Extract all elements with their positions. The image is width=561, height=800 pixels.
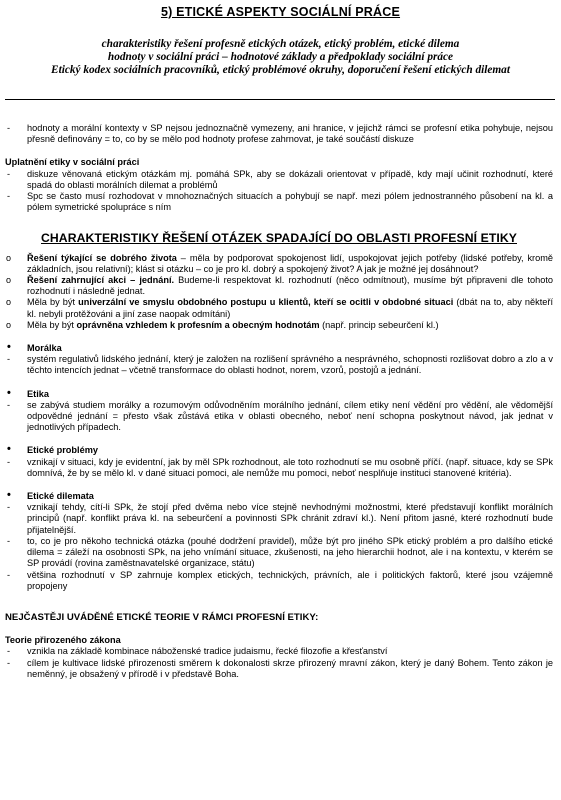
list-item — [5, 354, 553, 376]
dash-marker: - — [7, 569, 11, 580]
list-item — [5, 253, 553, 275]
term-heading — [5, 445, 553, 456]
item-bold: univerzální ve smyslu obdobného postupu u klientů, kteří se ocitli v obdobné situaci — [78, 297, 454, 308]
dash-marker: - — [7, 456, 11, 467]
list-item — [5, 646, 553, 657]
list-item-text: diskuze věnovaná etickým otázkám mj. pomáhá SPk, aby se dokázali orientovat v případě, kdy mají učinit rozhodnutí, které spadá do oblasti morálních dilemat a problémů — [27, 168, 553, 190]
item-text: (např. princip sebeurčení kl.) — [319, 319, 439, 330]
document-body — [5, 123, 553, 680]
uplatneni-heading: Uplatnění etiky v sociální práci — [5, 157, 140, 168]
list-item — [5, 570, 553, 592]
list-item — [5, 457, 553, 479]
list-item-text: systém regulativů lidského jednání, který je založen na rozlišení správného a nesprávného, schopnosti rozlišovat dobro a zlo a v těchto intencích jednat – včetně transformace do oblasti hodnot, norem, vzorů, postojů a jednání. — [27, 354, 553, 376]
item-bold: oprávněna vzhledem k profesním a obecným hodnotám — [76, 319, 320, 330]
item-text: – měla by podporovat spokojenost lidí, uspokojovat jejich potřeby (lidské potřeby, kromě základních, jsou relativní); klást si otázku – co je pro kl. dobrý a spokojený život? A jak je možné jej dosáhnout? — [27, 252, 553, 274]
circle-marker: o — [6, 319, 12, 330]
bullet-marker: • — [7, 341, 11, 354]
list-item — [5, 169, 553, 191]
dash-marker: - — [7, 646, 11, 657]
circle-marker: o — [6, 275, 12, 286]
list-item-text: se zabývá studiem morálky a rozumovým odůvodněním morálního jednání, cílem etiky není vědění pro vědění, ale vědomější odpovědné jednání = přesto však zůstává etika v oblasti obecného, neboť není schopna poskytnout návod, jak jednat v jednotlivých případech. — [27, 399, 553, 433]
subtitle-line: Etický kodex sociálních pracovníků, etický problémové okruhy, doporučení řešení etických dilemat — [51, 64, 510, 77]
dash-marker: - — [7, 399, 11, 410]
list-item-text: vznikají tehdy, cítí-li SPk, že stojí před dvěma nebo více stejně nevhodnými možnostmi, které představují konflikt morálních principů (např. konflikt práva kl. na sebeurčení a povinnosti SPk chránit zdraví kl.). Není přitom jasné, které rozhodnutí bude přijatelnější. — [27, 502, 553, 535]
dash-marker: - — [7, 354, 11, 365]
term-title: Etické dilemata — [27, 491, 94, 502]
dash-marker: - — [7, 502, 11, 513]
bullet-marker: • — [7, 443, 11, 456]
term-title: Morálka — [27, 343, 62, 354]
bullet-marker: • — [7, 386, 11, 399]
dash-marker: - — [7, 535, 11, 546]
item-text: Měla by být — [27, 319, 77, 330]
bullet-marker: • — [7, 489, 11, 502]
list-item — [5, 191, 553, 213]
subtitle-line: charakteristiky řešení profesně etických otázek, etický problém, etické dilema — [101, 38, 460, 50]
circle-marker: o — [6, 252, 12, 263]
circle-marker: o — [6, 297, 12, 308]
dash-marker: - — [7, 168, 11, 179]
term-title: Etické problémy — [27, 445, 98, 456]
list-item-text: vznikají v situaci, kdy je evidentní, jak by měl SPk rozhodnout, ale toto rozhodnutí se mu osobně příčí. (např. situace, kdy se SPk domnívá, že by se mělo kl. v dané situaci pomoci, ale nemůže mu pomoci, neboť nesplňuje instituci stanovené kritéria). — [27, 456, 553, 478]
document-subtitle — [0, 38, 561, 78]
theory-heading: Teorie přirozeného zákona — [5, 635, 121, 646]
list-item — [5, 320, 553, 331]
list-item-text: většina rozhodnutí v SP zahrnuje komplex etických, technických, právních, ale i politických faktorů, které jsou vzájemně propojeny — [27, 569, 553, 591]
list-item-text: Spc se často musí rozhodovat v mnohoznačných situacích a pohybují se např. mezi pólem jednostranného působení na kl. a pólem symetrické spolupráce s ním — [27, 191, 553, 213]
list-item — [5, 536, 553, 570]
intro-text: hodnoty a morální kontexty v SP nejsou jednoznačně vymezeny, ani hranice, v jejichž rámci se profesní etika pohybuje, nejsou přesně definovány = to, co by se mělo pod hodnoty profese zahrnovat, je také součástí diskuze — [27, 123, 553, 145]
list-item — [5, 275, 553, 297]
item-text: (dbát na to, aby někteří kl. nebyli protěžováni a jiní zase naopak odmítáni) — [27, 297, 554, 319]
dash-marker: - — [7, 191, 11, 202]
term-heading — [5, 386, 553, 400]
term-heading — [5, 491, 553, 502]
list-item — [5, 502, 553, 536]
subtitle-line: hodnoty v sociální práci – hodnotové základy a předpoklady sociální práce — [107, 51, 454, 64]
list-item — [5, 400, 553, 434]
item-text: Budeme-li respektovat kl. rozhodnutí (něco odmítnout), musíme být připraveni dle tohoto rozhodnutí i následně jednat. — [27, 275, 553, 297]
list-item-text: cílem je kultivace lidské přirozenosti směrem k dokonalosti skrze přirozený mravní zákon, který je daný Bohem. Tento zákon je neměnný, je obsažený v přírodě i v představě Boha. — [27, 657, 553, 679]
item-text: Měla by být — [27, 297, 79, 308]
section-heading: NEJČASTĚJI UVÁDĚNÉ ETICKÉ TEORIE V RÁMCI PROFESNÍ ETIKY: — [5, 611, 319, 623]
item-bold: Řešení týkající se dobrého života — [27, 252, 177, 263]
list-item-text: to, co je pro někoho technická otázka (pouhé dodržení pravidel), může být pro jiného SPk etický problém a pro dalšího etické dilema = záleží na osobnosti SPk, na jeho vnímání situace, zkušenosti, na jeho hierarchii hodnot, ale i na kontextu, v kterém se SP provádí (rovina zaměstnavatelské organizace, státu) — [27, 535, 553, 569]
intro-paragraph — [5, 123, 553, 145]
item-bold: Řešení zahrnující akci – jednání. — [27, 275, 175, 286]
list-item — [5, 297, 553, 319]
term-heading — [5, 343, 553, 354]
list-item-text: vznikla na základě kombinace náboženské tradice judaismu, řecké filozofie a křesťanství — [27, 646, 388, 657]
dash-marker: - — [7, 123, 11, 133]
term-title: Etika — [27, 388, 49, 399]
document-title: 5) ETICKÉ ASPEKTY SOCIÁLNÍ PRÁCE — [160, 5, 401, 19]
section-heading: CHARAKTERISTIKY ŘEŠENÍ OTÁZEK SPADAJÍCÍ DO OBLASTI PROFESNÍ ETIKY — [41, 231, 517, 246]
horizontal-rule — [5, 99, 555, 100]
dash-marker: - — [7, 657, 11, 668]
list-item — [5, 658, 553, 680]
